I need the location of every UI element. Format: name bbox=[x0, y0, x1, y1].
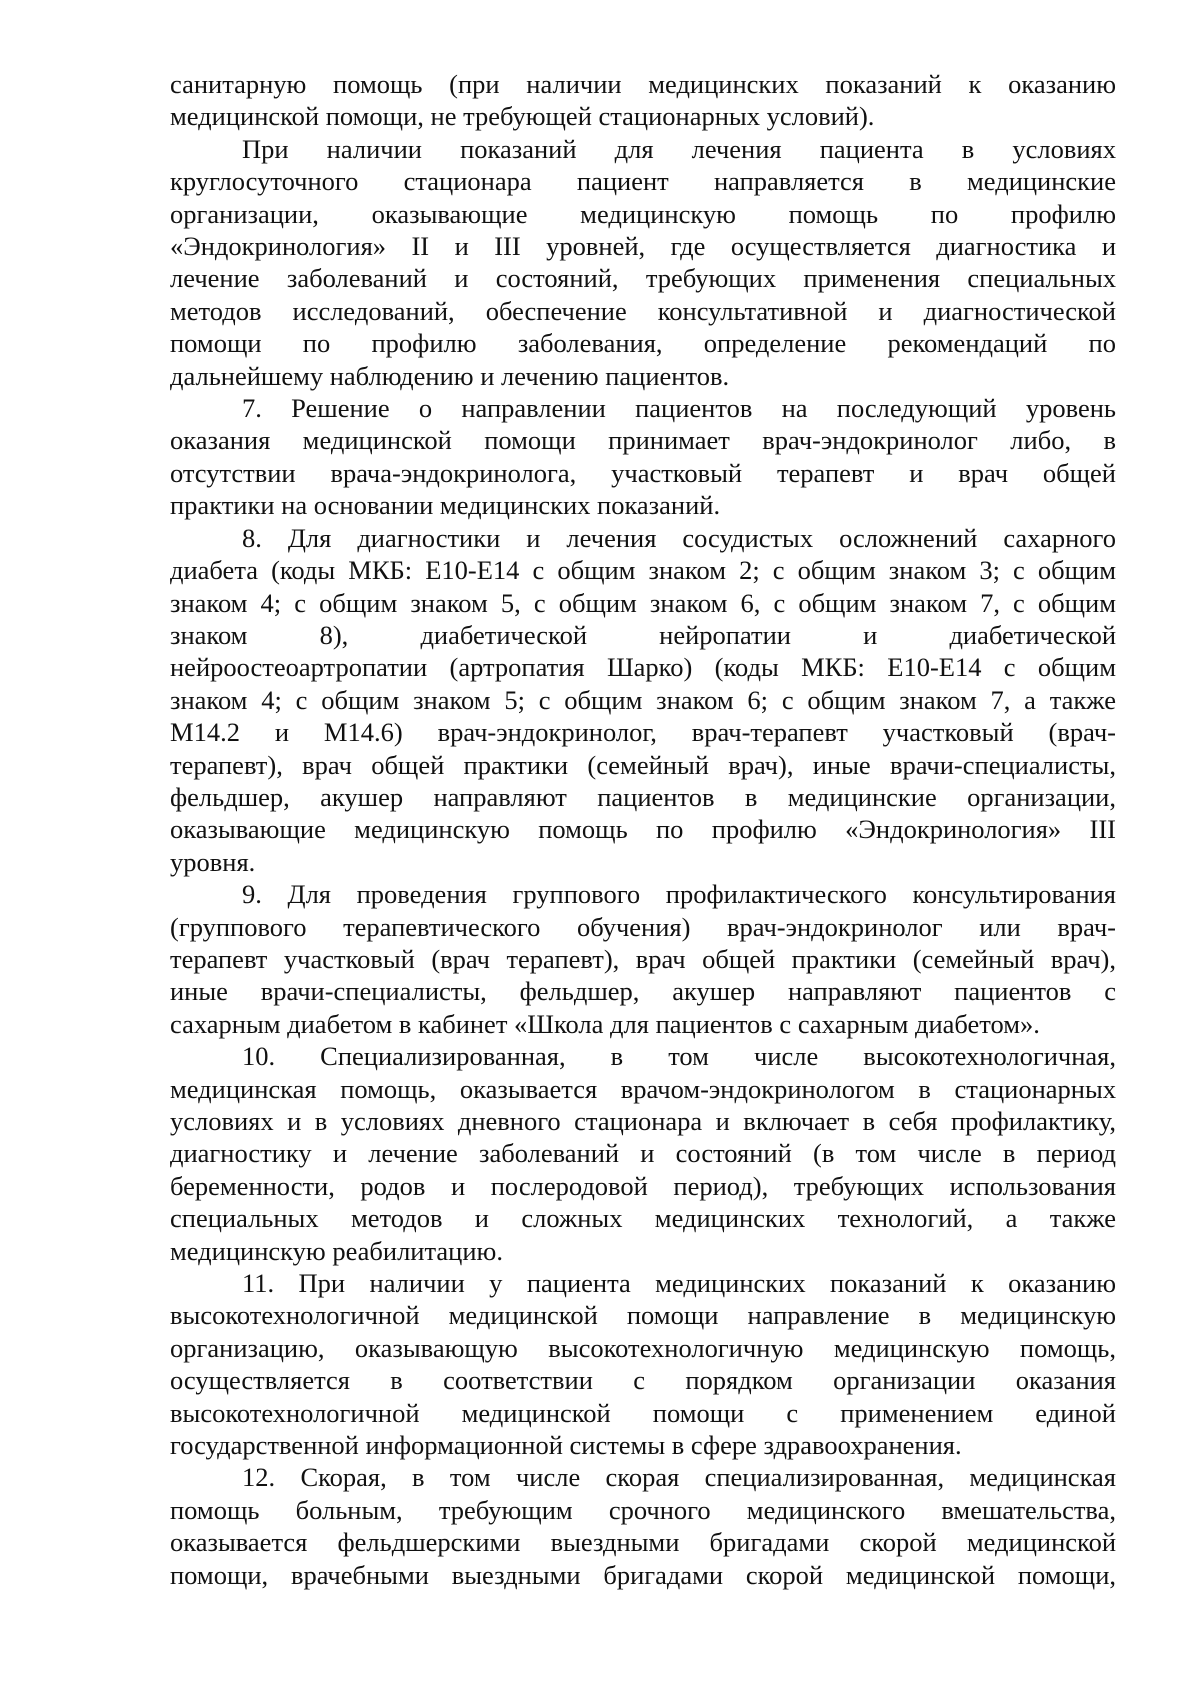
paragraph bbox=[170, 878, 1116, 1040]
text-line: дальнейшему наблюдению и лечению пациентов. bbox=[170, 360, 730, 391]
text-line: сахарным диабетом в кабинет «Школа для пациентов с сахарным диабетом». bbox=[170, 1008, 1040, 1039]
text-line: оказывается фельдшерскими выездными бригадами скорой медицинской bbox=[170, 1527, 1116, 1558]
text-line: медицинская помощь, оказывается врачом-эндокринологом в стационарных bbox=[170, 1073, 1116, 1104]
text-line: медицинской помощи, не требующей стационарных условий). bbox=[170, 101, 875, 132]
paragraph bbox=[170, 1267, 1116, 1461]
text-line: 8. Для диагностики и лечения сосудистых осложнений сахарного bbox=[242, 522, 1116, 553]
text-line: фельдшер, акушер направляют пациентов в медицинские организации, bbox=[170, 781, 1116, 812]
text-line: высокотехнологичной медицинской помощи направление в медицинскую bbox=[170, 1300, 1116, 1331]
text-line: помощи, врачебными выездными бригадами скорой медицинской помощи, bbox=[170, 1559, 1116, 1590]
text-line: 7. Решение о направлении пациентов на последующий уровень bbox=[242, 393, 1116, 424]
text-line: отсутствии врача-эндокринолога, участковый терапевт и врач общей bbox=[170, 457, 1116, 488]
text-line: круглосуточного стационара пациент направляется в медицинские bbox=[170, 166, 1116, 197]
text-line: терапевт участковый (врач терапевт), врач общей практики (семейный врач), bbox=[170, 943, 1116, 974]
text-line: диагностику и лечение заболеваний и состояний (в том числе в период bbox=[170, 1138, 1116, 1169]
paragraph bbox=[170, 133, 1116, 392]
text-line: (группового терапевтического обучения) врач-эндокринолог или врач- bbox=[170, 911, 1116, 942]
text-line: государственной информационной системы в сфере здравоохранения. bbox=[170, 1430, 962, 1461]
text-line: 9. Для проведения группового профилактического консультирования bbox=[242, 879, 1116, 910]
text-line: методов исследований, обеспечение консультативной и диагностической bbox=[170, 295, 1116, 326]
text-line: условиях и в условиях дневного стационара и включает в себя профилактику, bbox=[170, 1106, 1116, 1136]
text-line: практики на основании медицинских показаний. bbox=[170, 490, 721, 521]
text-line: санитарную помощь (при наличии медицинских показаний к оказанию bbox=[170, 69, 1116, 99]
text-line: беременности, родов и послеродовой период), требующих использования bbox=[170, 1170, 1116, 1201]
text-line: оказания медицинской помощи принимает врач-эндокринолог либо, в bbox=[170, 425, 1116, 456]
text-line: помощь больным, требующим срочного медицинского вмешательства, bbox=[170, 1494, 1116, 1525]
text-line: иные врачи-специалисты, фельдшер, акушер направляют пациентов с bbox=[170, 976, 1116, 1007]
text-line: знаком 4; с общим знаком 5; с общим знаком 6; с общим знаком 7, а также bbox=[170, 684, 1116, 715]
text-line: организации, оказывающие медицинскую помощь по профилю bbox=[170, 198, 1116, 229]
text-line: медицинскую реабилитацию. bbox=[170, 1235, 503, 1266]
text-line: организацию, оказывающую высокотехнологичную медицинскую помощь, bbox=[170, 1332, 1116, 1363]
text-line: нейроостеоартропатии (артропатия Шарко) (коды МКБ: Е10-Е14 с общим bbox=[170, 652, 1116, 683]
text-line: высокотехнологичной медицинской помощи с применением единой bbox=[170, 1397, 1116, 1428]
paragraph bbox=[170, 68, 1116, 133]
text-line: 12. Скорая, в том числе скорая специализированная, медицинская bbox=[242, 1462, 1116, 1493]
text-line: диабета (коды МКБ: Е10-Е14 с общим знаком 2; с общим знаком 3; с общим bbox=[170, 555, 1116, 586]
text-line: М14.2 и М14.6) врач-эндокринолог, врач-терапевт участковый (врач- bbox=[170, 717, 1116, 748]
document-body bbox=[170, 68, 1116, 1591]
text-line: знаком 8), диабетической нейропатии и диабетической bbox=[170, 619, 1116, 650]
text-line: осуществляется в соответствии с порядком организации оказания bbox=[170, 1365, 1116, 1396]
paragraph bbox=[170, 392, 1116, 522]
paragraph bbox=[170, 522, 1116, 878]
paragraph bbox=[170, 1461, 1116, 1591]
text-line: 10. Специализированная, в том числе высокотехнологичная, bbox=[242, 1041, 1116, 1072]
text-line: знаком 4; с общим знаком 5, с общим знаком 6, с общим знаком 7, с общим bbox=[170, 587, 1116, 618]
text-line: «Эндокринология» II и III уровней, где осуществляется диагностика и bbox=[170, 231, 1116, 262]
text-line: оказывающие медицинскую помощь по профилю «Эндокринология» III bbox=[170, 814, 1116, 845]
paragraph bbox=[170, 1040, 1116, 1267]
text-line: помощи по профилю заболевания, определение рекомендаций по bbox=[170, 328, 1116, 359]
text-line: лечение заболеваний и состояний, требующих применения специальных bbox=[170, 263, 1116, 294]
text-line: специальных методов и сложных медицинских технологий, а также bbox=[170, 1203, 1116, 1234]
text-line: 11. При наличии у пациента медицинских показаний к оказанию bbox=[242, 1268, 1116, 1299]
text-line: терапевт), врач общей практики (семейный врач), иные врачи-специалисты, bbox=[170, 749, 1116, 780]
text-line: уровня. bbox=[170, 846, 256, 877]
text-line: При наличии показаний для лечения пациента в условиях bbox=[242, 133, 1116, 164]
